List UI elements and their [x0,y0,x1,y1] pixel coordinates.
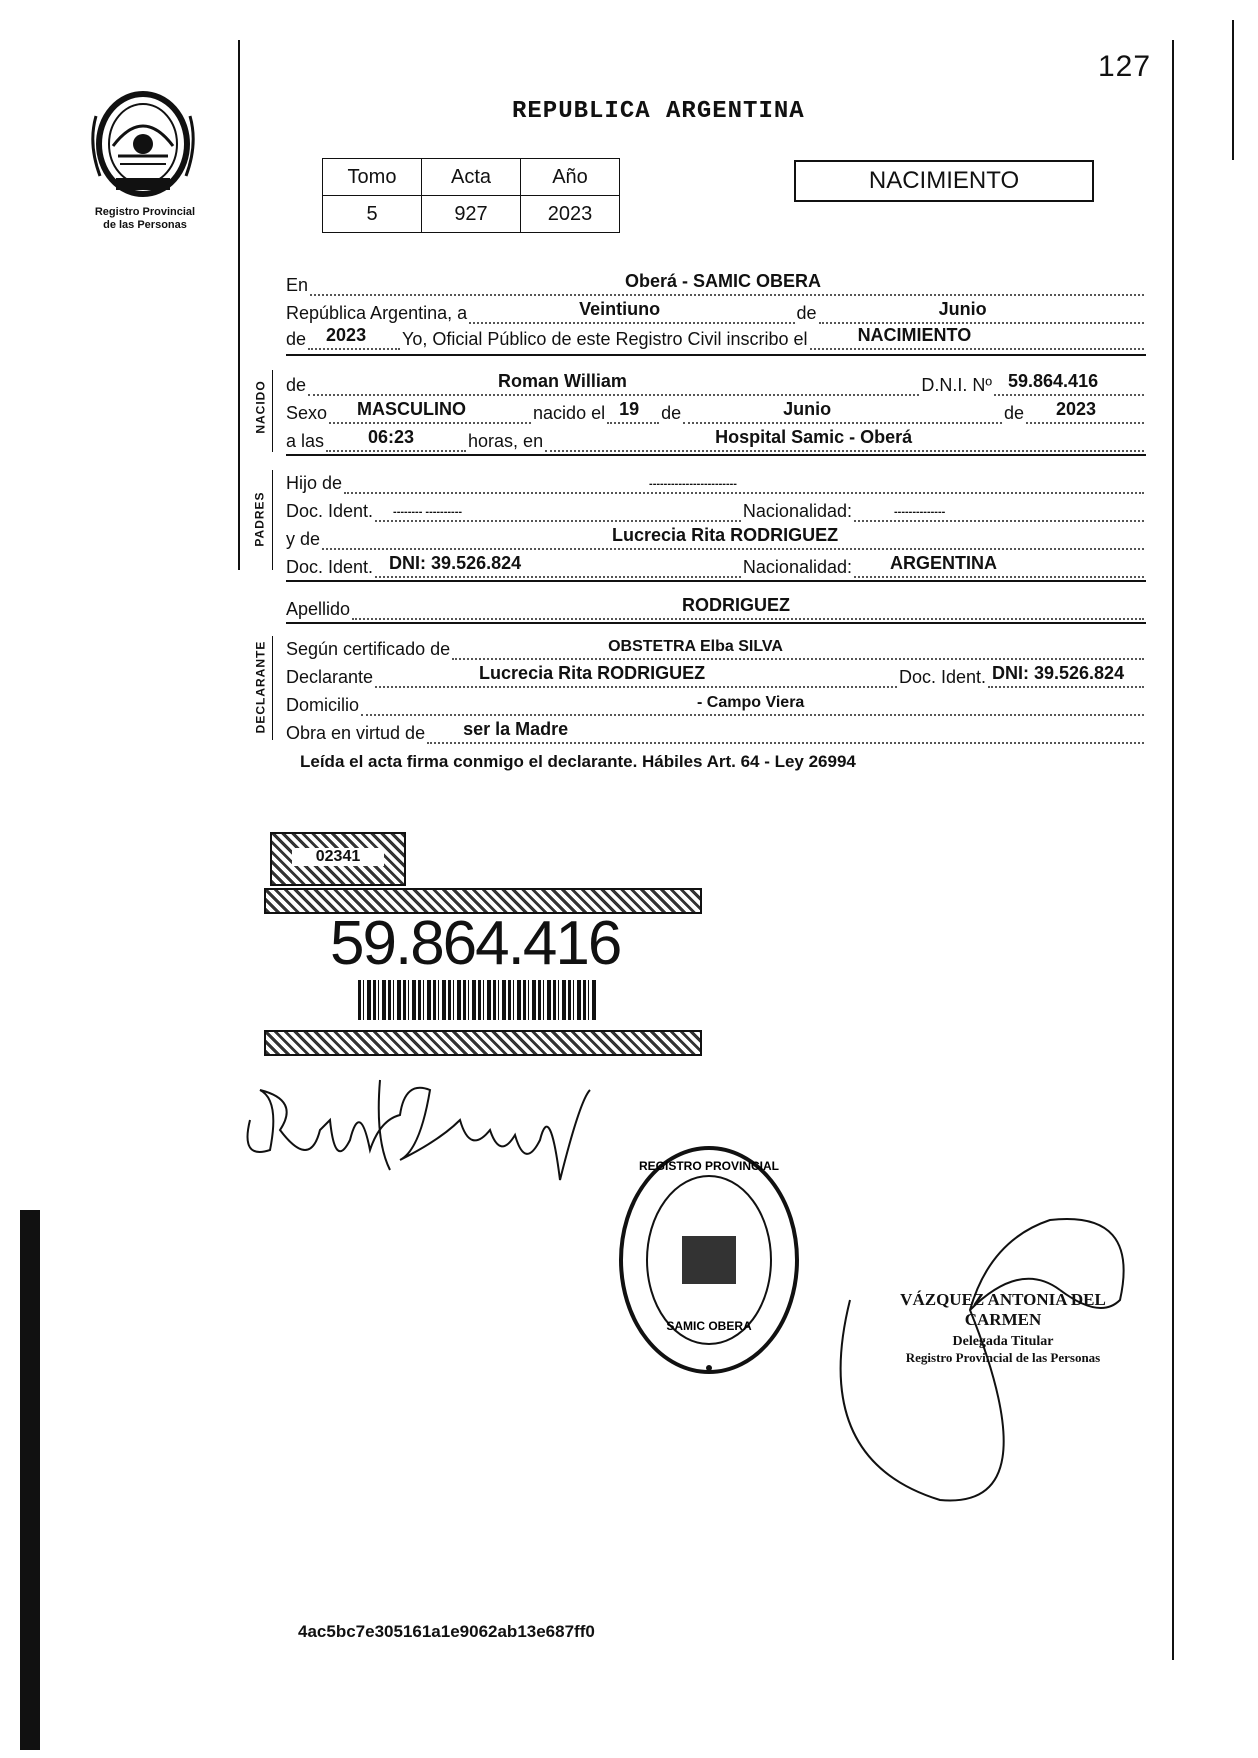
row-doc2: Doc. Ident. DNI: 39.526.824 Nacionalidad: ARGENTINA [286,550,1146,578]
rule-3 [286,580,1146,582]
value-acta: 927 [422,196,521,233]
rule-1 [286,354,1146,356]
father-nationality: -------------- [894,506,946,518]
official-seal [614,1140,804,1380]
declarante-doc: DNI: 39.526.824 [992,663,1125,683]
sexo-value: MASCULINO [357,399,467,419]
record-type-box: NACIMIENTO [794,160,1094,202]
row-hijo: Hijo de ------------------------ [286,466,1146,494]
birth-place: Hospital Samic - Oberá [715,427,913,447]
section-declarante-label: DECLARANTE [253,640,268,734]
document-hash: 4ac5bc7e305161a1e9062ab13e687ff0 [298,1622,595,1641]
row-nacido-name: de Roman William D.N.I. Nº 59.864.416 [286,368,1146,396]
year-value: 2023 [326,325,367,345]
row-sexo: Sexo MASCULINO nacido el 19 de Junio de 2023 [286,396,1146,424]
header-tomo: Tomo [323,159,422,196]
father-doc: -------- ---------- [393,506,463,518]
birth-time: 06:23 [368,427,415,447]
country-title: REPUBLICA ARGENTINA [512,98,805,125]
right-margin-line [1172,40,1174,1660]
row-declarante: Declarante Lucrecia Rita RODRIGUEZ Doc. Ident. DNI: 39.526.824 [286,660,1146,688]
row-year: de 2023 Yo, Oficial Público de este Registro Civil inscribo el NACIMIENTO [286,322,1146,350]
dni-barcode [358,980,598,1020]
dni-code-sticker [270,832,406,886]
row-obra: Obra en virtud de ser la Madre [286,716,1146,744]
dni-number: 59.864.416 [330,909,621,978]
row-certificado: Según certificado de OBSTETRA Elba SILVA [286,632,1146,660]
officer-name: VÁZQUEZ ANTONIA DEL CARMEN [900,1290,1106,1329]
scan-shadow-line [20,1210,40,1750]
record-table [322,158,620,233]
declarante-bracket [272,636,273,740]
section-nacido-label: NACIDO [253,380,268,434]
provincial-logo [88,86,208,206]
officer-role: Delegada Titular [952,1334,1054,1349]
value-ano: 2023 [521,196,620,233]
day-value: Veintiuno [579,299,661,319]
birth-day: 19 [619,399,640,419]
obra-value: ser la Madre [463,719,569,739]
dni-bottom-band [264,1030,702,1056]
row-doc1: Doc. Ident. -------- ---------- Nacionalidad: -------------- [286,494,1146,522]
left-margin-line [238,40,240,570]
officer-org: Registro Provincial de las Personas [905,1350,1101,1365]
child-dni: 59.864.416 [1008,371,1099,391]
birth-year: 2023 [1056,399,1097,419]
section-padres-label: PADRES [252,491,267,547]
row-a-las: a las 06:23 horas, en Hospital Samic - Oberá [286,424,1146,452]
row-yde: y de Lucrecia Rita RODRIGUEZ [286,522,1146,550]
header-ano: Año [521,159,620,196]
far-right-edge-line [1232,20,1234,160]
value-tomo: 5 [323,196,422,233]
row-apellido: Apellido RODRIGUEZ [286,592,1146,620]
inscribo-value: NACIMIENTO [857,325,972,345]
svg-text:SAMIC OBERA: SAMIC OBERA [666,1319,752,1333]
row-en: En Oberá - SAMIC OBERA [286,268,1146,296]
padres-bracket [272,470,273,570]
dni-small-code: 02341 [292,848,384,866]
birth-month: Junio [783,399,832,419]
rule-4 [286,622,1146,624]
certificado-value: OBSTETRA Elba SILVA [608,638,783,655]
month-value: Junio [938,299,987,319]
logo-caption: Registro Provincial de las Personas [94,206,196,231]
mother-nationality: ARGENTINA [890,553,997,573]
declarante-value: Lucrecia Rita RODRIGUEZ [479,663,706,683]
mother-doc: DNI: 39.526.824 [389,553,522,573]
father-name: ------------------------ [649,478,737,490]
row-republica: República Argentina, a Veintiuno de Junio [286,296,1146,324]
legal-note: Leída el acta firma conmigo el declarante. Hábiles Art. 64 - Ley 26994 [300,752,856,771]
nacido-bracket [272,370,273,452]
row-domicilio: Domicilio - Campo Viera [286,688,1146,716]
mother-name: Lucrecia Rita RODRIGUEZ [612,525,839,545]
en-value: Oberá - SAMIC OBERA [625,271,822,291]
officer-block [868,1290,1138,1366]
declarant-signature [230,1060,630,1190]
header-acta: Acta [422,159,521,196]
rule-2 [286,454,1146,456]
svg-text:REGISTRO PROVINCIAL: REGISTRO PROVINCIAL [638,1159,780,1173]
child-name: Roman William [498,371,627,391]
domicilio-value: - Campo Viera [697,694,805,711]
apellido-value: RODRIGUEZ [682,595,791,615]
page-number: 127 [1098,50,1152,83]
